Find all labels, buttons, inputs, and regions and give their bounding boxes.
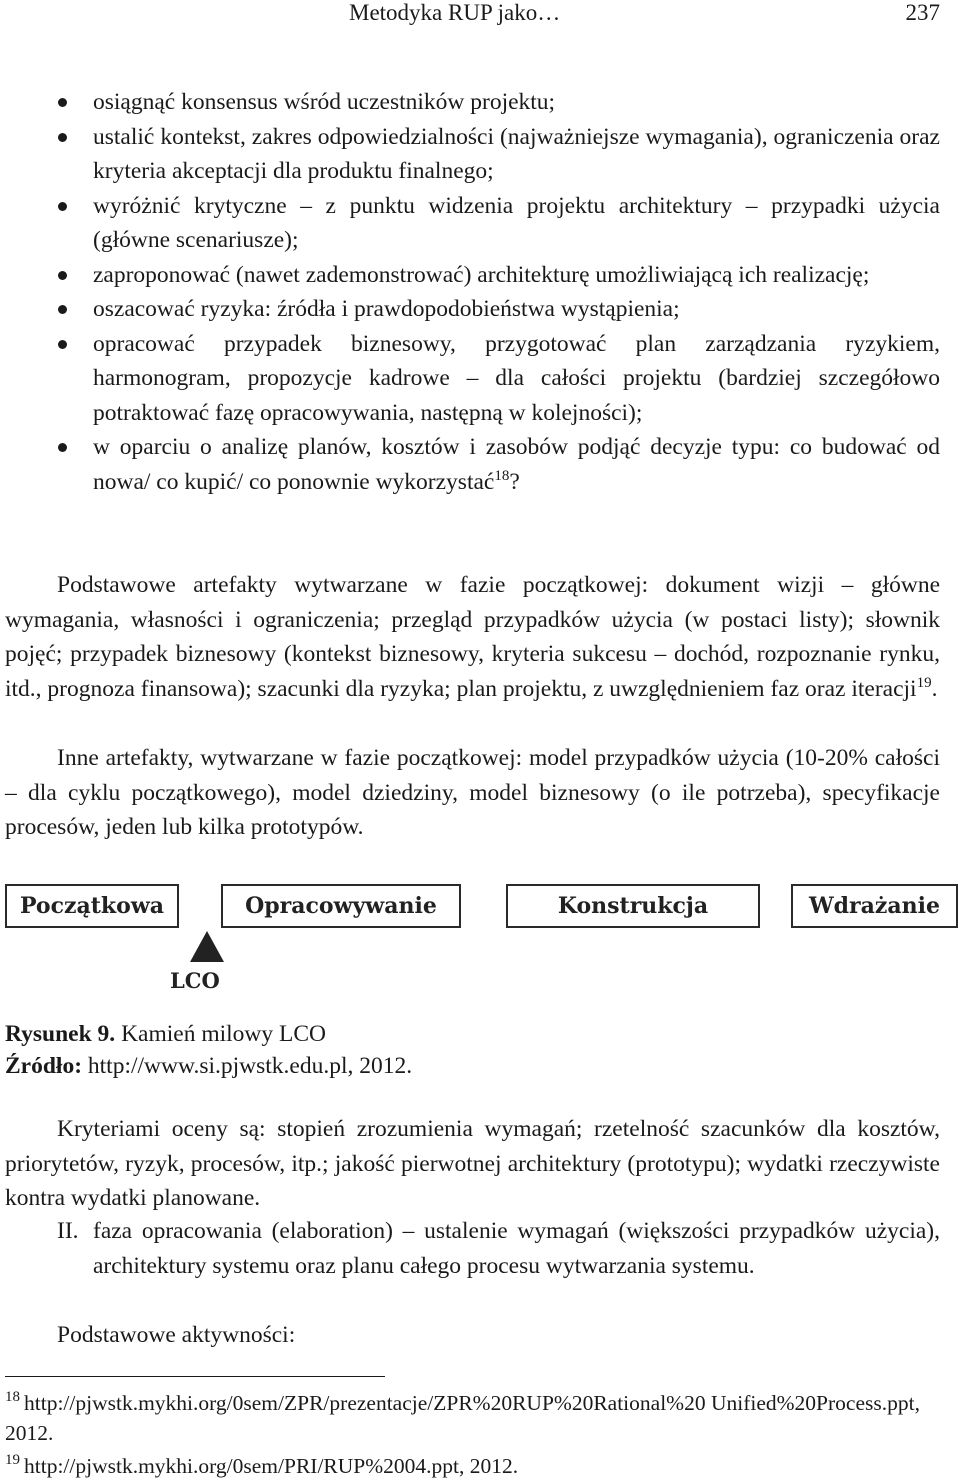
phase-box-inception: Początkowa	[5, 884, 179, 928]
paragraph-artifacts: Podstawowe artefakty wytwarzane w fazie początkowej: dokument wizji – główne wymagania, własności i ograniczenia; przegląd przypadków użycia (w postaci listy); słownik pojęć; przypadek biznesowy (kontekst biznesowy, kryteria sukcesu – dochód, rozpoznanie rynku, itd., prognoza finansowa); szacunki dla ryzyka; plan projektu, z uwzględnieniem faz oraz iteracji$^{19}$.	[5, 572, 940, 702]
header-title: Metodyka RUP jako…	[349, 0, 561, 25]
bullet-item: wyróżnić krytyczne – z punktu widzenia projektu architektury – przypadki użycia (główne scenariusze);	[0, 189, 960, 258]
figure-source: Źródło: http://www.si.pjwstk.edu.pl, 2012.	[5, 1053, 413, 1079]
figure-label: Rysunek 9.	[5, 1021, 116, 1047]
bullet-item: osiągnąć konsensus wśród uczestników projektu;	[0, 85, 960, 120]
item-number: II.	[57, 1218, 79, 1244]
milestone-triangle-icon	[190, 931, 224, 962]
bullet-item: oszacować ryzyka: źródła i prawdopodobieństwa wystąpienia;	[0, 292, 960, 327]
numbered-item	[5, 1214, 940, 1283]
footnote-19: $^{19}$ http://pjwstk.mykhi.org/0sem/PRI/RUP%2004.ppt, 2012.	[5, 1452, 519, 1478]
figure-caption: Rysunek 9. Kamień milowy LCO	[5, 1021, 327, 1047]
phase-diagram	[5, 882, 960, 997]
bullet-item: opracować przypadek biznesowy, przygotować plan zarządzania ryzykiem, harmonogram, propozycje kadrowe – dla całości projektu (bardziej szczegółowo potraktować fazę opracowywania, następną w kolejności);	[0, 327, 960, 431]
footnote-separator	[5, 1376, 385, 1377]
phase-box-construction: Konstrukcja	[506, 884, 760, 928]
phase-box-elaboration: Opracowywanie	[221, 884, 461, 928]
footnote-ref: 18	[494, 467, 510, 484]
bullet-item: ustalić kontekst, zakres odpowiedzialności (najważniejsze wymagania), ograniczenia oraz kryteria akceptacji dla produktu finalnego;	[0, 120, 960, 189]
item-text: faza opracowania (elaboration) – ustalenie wymagań (większości przypadków użycia), architektury systemu oraz planu całego procesu wytwarzania systemu.	[93, 1218, 940, 1279]
footnote-ref: 19	[916, 674, 932, 691]
footnote-18: $^{18}$ http://pjwstk.mykhi.org/0sem/ZPR/prezentacje/ZPR%20RUP%20Rational%20 Unified%20Process.ppt, 2012.	[5, 1389, 920, 1445]
bullet-list	[0, 85, 960, 499]
source-label: Źródło:	[5, 1053, 83, 1079]
paragraph-activities: Podstawowe aktywności:	[57, 1322, 296, 1348]
page-number: 237	[905, 0, 940, 25]
milestone-label: LCO	[170, 968, 220, 993]
bullet-item: w oparciu o analizę planów, kosztów i zasobów podjąć decyzje typu: co budować od nowa/ co kupić/ co ponownie wykorzystać$^{18}$?	[0, 430, 960, 499]
paragraph-criteria: Kryteriami oceny są: stopień zrozumienia wymagań; rzetelność szacunków dla kosztów, priorytetów, ryzyk, procesów, itp.; jakość pierwotnej architektury (prototypu); wydatki rzeczywiste kontra wydatki planowane.	[5, 1116, 940, 1211]
bullet-item: zaproponować (nawet zademonstrować) architekturę umożliwiającą ich realizację;	[0, 258, 960, 293]
running-header	[0, 0, 960, 30]
phase-box-transition: Wdrażanie	[791, 884, 958, 928]
paragraph-other-artifacts: Inne artefakty, wytwarzane w fazie początkowej: model przypadków użycia (10-20% całości – dla cyklu początkowego), model dziedziny, model biznesowy (o ile potrzeba), specyfikacje procesów, jeden lub kilka prototypów.	[5, 745, 940, 840]
